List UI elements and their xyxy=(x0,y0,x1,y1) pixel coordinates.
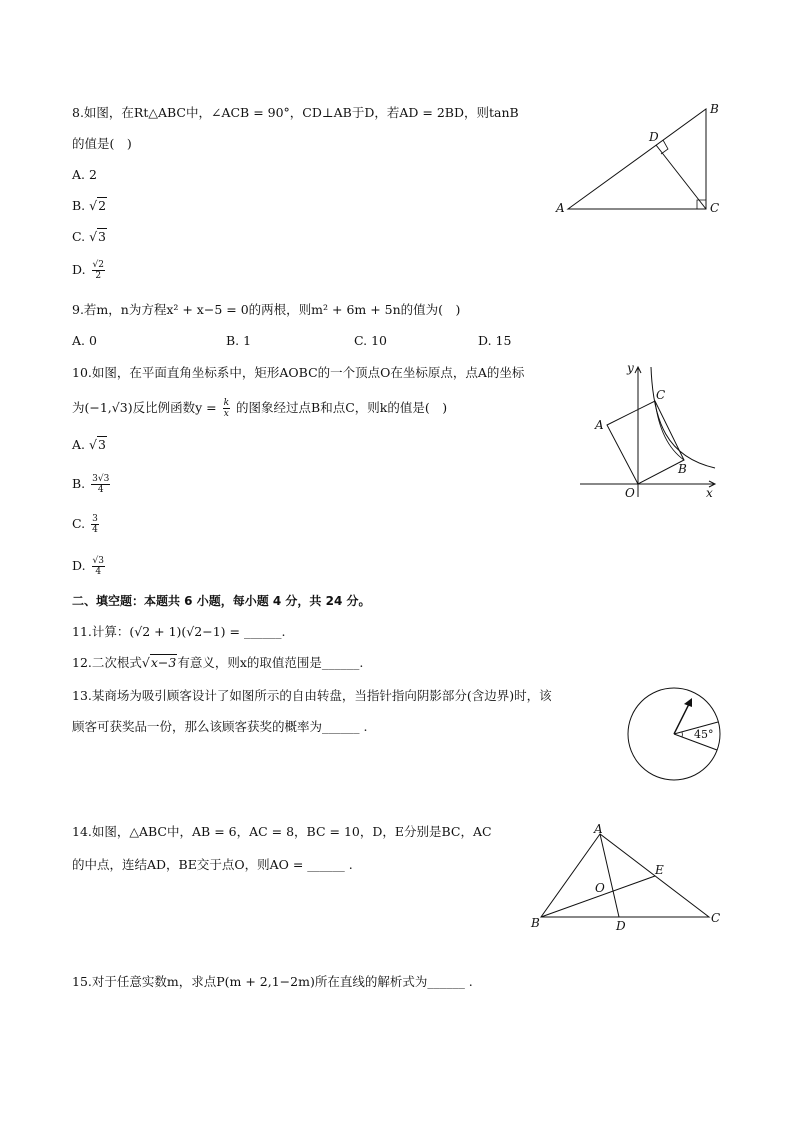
q10-option-b-prefix: B. xyxy=(72,476,86,491)
q14-label-a: A xyxy=(594,822,603,836)
q13-stem-line1: 13.某商场为吸引顾客设计了如图所示的自由转盘，当指针指向阴影部分(含边界)时，该 xyxy=(72,688,552,703)
q10-label-a: A xyxy=(595,418,604,432)
q14-label-d: D xyxy=(616,919,626,933)
q12-sqrt: √x−3 xyxy=(141,655,177,670)
q10-stem-part-a: 为(−1,√3)反比例函数y = xyxy=(72,400,217,415)
q10-stem-part-b: 的图象经过点B和点C，则k的值是( ) xyxy=(236,400,448,415)
q10-option-b-denominator: 4 xyxy=(97,485,104,495)
section-2-heading: 二、填空题：本题共 6 小题，每小题 4 分，共 24 分。 xyxy=(72,594,371,608)
q14-figure-triangle xyxy=(525,822,725,932)
q9-option-c: C. 10 xyxy=(354,333,387,348)
q10-label-o: O xyxy=(625,486,635,500)
q8-stem-line2: 的值是( ) xyxy=(72,136,132,151)
q8-option-b-sqrt: √2 xyxy=(89,198,107,213)
q10-function-numerator: k xyxy=(223,398,230,408)
q10-option-b xyxy=(72,474,112,495)
q8-option-c-radicand: 3 xyxy=(98,229,106,244)
q9-options xyxy=(72,332,572,350)
q15-stem: 15.对于任意实数m，求点P(m + 2,1−2m)所在直线的解析式为______ . xyxy=(72,974,473,989)
q12-radicand: x−3 xyxy=(150,655,177,670)
q10-option-b-fraction xyxy=(91,474,110,495)
q8-option-b xyxy=(72,197,107,215)
q10-option-c xyxy=(72,514,101,535)
q8-option-d-numerator: √2 xyxy=(92,260,105,270)
q12-stem-part-b: 有意义，则x的取值范围是______. xyxy=(177,655,364,670)
q10-option-a xyxy=(72,436,107,454)
q8-label-b: B xyxy=(710,102,719,116)
q10-option-b-numerator: 3√3 xyxy=(92,474,110,484)
q8-label-d: D xyxy=(649,130,659,144)
q10-option-c-numerator: 3 xyxy=(92,514,98,524)
q8-label-c: C xyxy=(710,201,720,215)
q10-function-fraction xyxy=(223,398,230,419)
q10-option-d-denominator: 4 xyxy=(95,567,102,577)
q12-stem-part-a: 12.二次根式 xyxy=(72,655,142,670)
q8-option-d-fraction xyxy=(92,260,105,281)
q10-option-c-prefix: C. xyxy=(72,516,86,531)
q14-label-b: B xyxy=(531,916,540,930)
q10-stem-line2 xyxy=(72,398,447,419)
q10-option-d xyxy=(72,556,107,577)
q8-option-c-sqrt: √3 xyxy=(89,229,106,244)
q14-stem-line1: 14.如图，△ABC中，AB = 6，AC = 8，BC = 10，D，E分别是BC，AC xyxy=(72,824,492,839)
q10-label-y: y xyxy=(627,361,634,375)
q13-figure-spinner xyxy=(624,687,724,783)
q10-option-c-fraction xyxy=(91,514,99,535)
q14-label-o: O xyxy=(595,881,605,895)
q9-option-b: B. 1 xyxy=(226,333,252,348)
q10-stem-line1: 10.如图，在平面直角坐标系中，矩形AOBC的一个顶点O在坐标原点，点A的坐标 xyxy=(72,365,525,380)
q10-figure-coordinate-plane xyxy=(575,362,725,502)
q8-option-d xyxy=(72,260,107,281)
q14-label-e: E xyxy=(655,863,664,877)
q8-option-d-prefix: D. xyxy=(72,262,86,277)
q8-figure-triangle xyxy=(550,98,730,223)
q8-stem-line1: 8.如图，在Rt△ABC中，∠ACB = 90°，CD⊥AB于D，若AD = 2BD，则tanB xyxy=(72,105,519,120)
q10-option-d-fraction xyxy=(92,556,105,577)
q9-option-d: D. 15 xyxy=(478,333,512,348)
q10-option-a-radicand: 3 xyxy=(97,437,106,452)
q8-option-d-denominator: 2 xyxy=(95,271,102,281)
q10-option-a-prefix: A. xyxy=(72,437,86,452)
q10-option-a-sqrt: √3 xyxy=(89,437,106,452)
q10-option-d-prefix: D. xyxy=(72,558,86,573)
q13-angle-label: 45° xyxy=(694,728,714,741)
q10-option-c-denominator: 4 xyxy=(92,525,98,535)
q8-option-b-radicand: 2 xyxy=(98,198,107,213)
q14-label-c: C xyxy=(711,911,721,925)
q9-stem: 9.若m，n为方程x² + x−5 = 0的两根，则m² + 6m + 5n的值为( ) xyxy=(72,302,461,317)
q8-option-a: A. 2 xyxy=(72,167,97,182)
q10-label-x: x xyxy=(706,486,713,500)
q8-option-b-prefix: B. xyxy=(72,198,86,213)
q14-stem-line2: 的中点，连结AD，BE交于点O，则AO = ______ . xyxy=(72,857,353,872)
q12-stem xyxy=(72,654,363,672)
q13-stem-line2: 顾客可获奖品一份，那么该顾客获奖的概率为______ . xyxy=(72,719,368,734)
q10-option-d-numerator: √3 xyxy=(92,556,105,566)
q8-option-c xyxy=(72,228,107,246)
q11-stem: 11.计算：(√2 + 1)(√2−1) = ______. xyxy=(72,624,286,639)
q10-function-denominator: x xyxy=(223,409,229,419)
q8-option-c-prefix: C. xyxy=(72,229,86,244)
q8-label-a: A xyxy=(556,201,565,215)
q10-label-b: B xyxy=(678,462,687,476)
q10-label-c: C xyxy=(656,388,666,402)
q9-option-a: A. 0 xyxy=(72,333,97,348)
